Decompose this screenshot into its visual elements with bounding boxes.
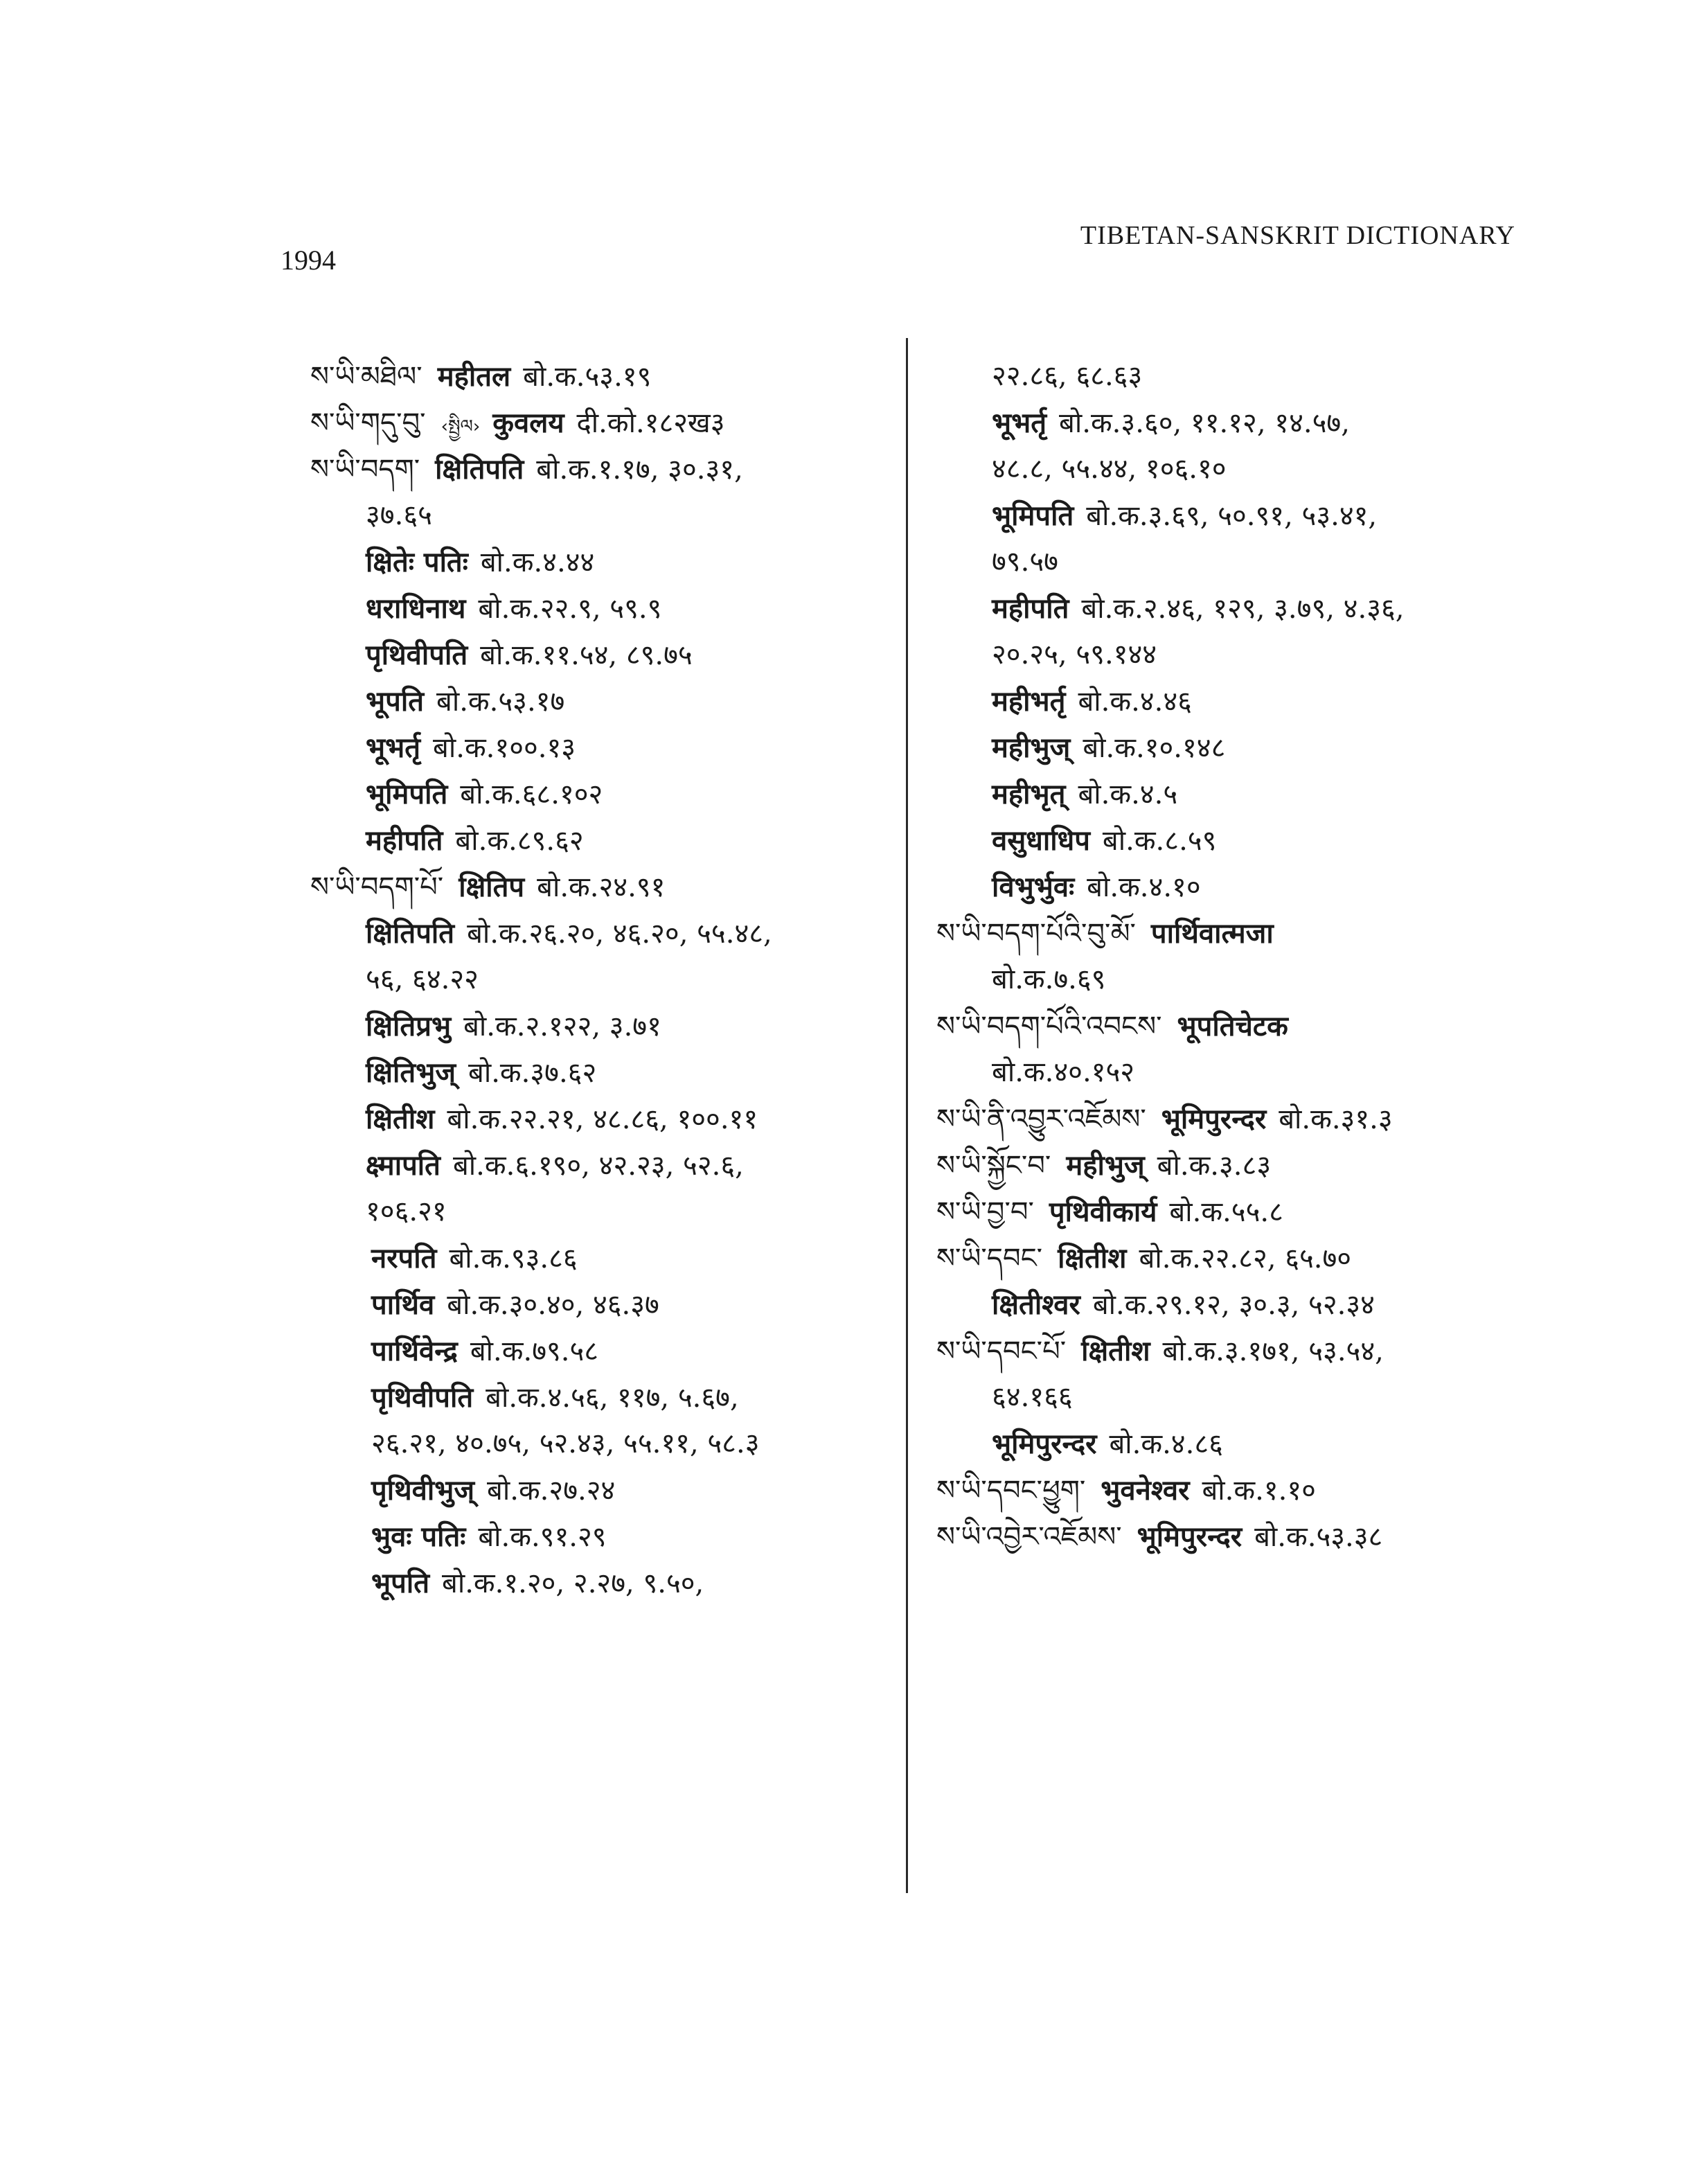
- sanskrit-equivalent: वसुधाधिप: [992, 824, 1090, 857]
- tibetan-headword: ས་ཡི་བདག་པོ་: [310, 871, 444, 903]
- page-number: 1994: [280, 245, 336, 276]
- source-reference: ५६, ६४.२२: [366, 964, 479, 995]
- sanskrit-equivalent: क्षितिपति: [435, 453, 524, 486]
- sanskrit-equivalent: भूपति: [371, 1567, 429, 1599]
- tibetan-headword: ས་ཡི་སྐྱོང་བ་: [936, 1150, 1051, 1182]
- source-reference: बो.क.४.४६: [1078, 686, 1192, 718]
- source-reference: बो.क.२२.९, ५९.९: [478, 593, 662, 625]
- dictionary-entry-line: [310, 585, 906, 632]
- sanskrit-equivalent: महीतल: [437, 360, 511, 393]
- dictionary-entry-line: [936, 817, 1560, 864]
- left-column: [310, 353, 906, 1606]
- source-reference: बो.क.४.१०: [1087, 871, 1201, 903]
- dictionary-entry-line: [936, 353, 1560, 400]
- sanskrit-equivalent: पार्थिवेन्द्र: [371, 1335, 458, 1367]
- dictionary-entry-line: [310, 1421, 906, 1467]
- dictionary-entry-line: [936, 957, 1560, 1003]
- dictionary-entry-line: [310, 678, 906, 725]
- sanskrit-equivalent: विभुर्भुवः: [992, 871, 1075, 903]
- source-reference: २२.८६, ६८.६३: [992, 360, 1143, 392]
- dictionary-entry-line: [936, 1189, 1560, 1235]
- sanskrit-equivalent: महीपति: [992, 592, 1069, 625]
- sanskrit-equivalent: क्षितिप्रभु: [366, 1010, 452, 1042]
- sanskrit-equivalent: क्षितिभुज्: [366, 1056, 456, 1089]
- dictionary-entry-line: [936, 539, 1560, 585]
- source-reference: बो.क.५३.१७: [436, 686, 565, 718]
- source-reference: बो.क.३.६९, ५०.९१, ५३.४१,: [1086, 500, 1378, 532]
- dictionary-entry-line: [310, 446, 906, 492]
- source-reference: दी.को.१८२ख३: [576, 407, 725, 439]
- dictionary-entry-line: [310, 910, 906, 957]
- grammar-note: ‹སྤྱིལ›: [440, 416, 481, 437]
- dictionary-entry-line: [310, 1235, 906, 1281]
- source-reference: बो.क.५३.३८: [1254, 1521, 1383, 1553]
- dictionary-entry-line: [310, 539, 906, 585]
- source-reference: ३७.६५: [366, 499, 432, 531]
- dictionary-entry-line: [936, 1513, 1560, 1560]
- source-reference: बो.क.२.१२२, ३.७१: [463, 1011, 661, 1042]
- tibetan-headword: ས་ཡི་དབང་: [936, 1243, 1043, 1275]
- source-reference: बो.क.७.६९: [992, 964, 1106, 995]
- sanskrit-equivalent: भुवनेश्वर: [1101, 1474, 1190, 1507]
- dictionary-entry-line: [936, 1003, 1560, 1049]
- source-reference: बो.क.११.५४, ८९.७५: [480, 639, 693, 671]
- source-reference: बो.क.१.२०, २.२७, ९.५०,: [442, 1568, 704, 1599]
- sanskrit-equivalent: पार्थिव: [371, 1288, 435, 1321]
- source-reference: बो.क.२२.८२, ६५.७०: [1139, 1243, 1352, 1275]
- sanskrit-equivalent: महीभर्तृ: [992, 685, 1066, 718]
- source-reference: बो.क.९१.२९: [478, 1521, 607, 1553]
- dictionary-entry-line: [310, 353, 906, 400]
- column-divider: [906, 338, 908, 1893]
- source-reference: बो.क.२७.२४: [487, 1475, 616, 1507]
- dictionary-entry-line: [310, 492, 906, 539]
- tibetan-headword: ས་ཡི་འབྱེར་འཇོམས་: [936, 1521, 1122, 1553]
- dictionary-entry-line: [936, 446, 1560, 492]
- source-reference: बो.क.२४.९१: [537, 871, 666, 903]
- source-reference: बो.क.२६.२०, ४६.२०, ५५.४८,: [467, 918, 772, 950]
- sanskrit-equivalent: भूभर्तृ: [992, 407, 1047, 439]
- dictionary-entry-line: [936, 1374, 1560, 1421]
- dictionary-entry-line: [310, 400, 906, 446]
- dictionary-entry-line: [936, 1049, 1560, 1096]
- sanskrit-equivalent: महीभुज्: [992, 731, 1071, 764]
- dictionary-entry-line: [310, 1328, 906, 1374]
- dictionary-entry-line: [310, 1049, 906, 1096]
- dictionary-entry-line: [310, 1281, 906, 1328]
- source-reference: बो.क.३७.६२: [468, 1057, 597, 1089]
- sanskrit-equivalent: क्षितीश्वर: [992, 1288, 1080, 1321]
- source-reference: बो.क.३०.४०, ४६.३७: [447, 1289, 659, 1321]
- source-reference: बो.क.४.८६: [1109, 1428, 1223, 1460]
- sanskrit-equivalent: क्षितीश: [1081, 1335, 1150, 1367]
- tibetan-headword: ས་ཡི་དབང་པོ་: [936, 1335, 1067, 1367]
- sanskrit-equivalent: पार्थिवात्मजा: [1150, 917, 1274, 950]
- source-reference: बो.क.७९.५८: [470, 1335, 599, 1367]
- dictionary-entry-line: [936, 1328, 1560, 1374]
- dictionary-entry-line: [310, 1513, 906, 1560]
- right-column: [936, 353, 1560, 1560]
- dictionary-entry-line: [936, 585, 1560, 632]
- source-reference: १०६.२१: [366, 1196, 447, 1227]
- tibetan-headword: ས་ཡི་བྱ་བ་: [936, 1196, 1034, 1228]
- tibetan-headword: ས་ཡི་གདུ་བུ་: [310, 407, 426, 439]
- source-reference: बो.क.३.६०, ११.१२, १४.५७,: [1059, 407, 1350, 439]
- sanskrit-equivalent: क्षितीश: [366, 1103, 435, 1135]
- source-reference: २०.२५, ५९.१४४: [992, 639, 1157, 671]
- source-reference: बो.क.१००.१३: [433, 732, 576, 764]
- sanskrit-equivalent: पृथिवीकार्य: [1049, 1196, 1157, 1228]
- sanskrit-equivalent: नरपति: [371, 1242, 437, 1275]
- source-reference: बो.क.१.१७, ३०.३१,: [536, 454, 743, 486]
- source-reference: बो.क.६.१९०, ४२.२३, ५२.६,: [452, 1150, 744, 1182]
- sanskrit-equivalent: भुवः पतिः: [371, 1520, 466, 1553]
- dictionary-entry-line: [936, 678, 1560, 725]
- sanskrit-equivalent: क्षितिपति: [366, 917, 455, 950]
- tibetan-headword: ས་ཡི་བདག་པོའི་འབངས་: [936, 1011, 1162, 1042]
- dictionary-entry-line: [936, 910, 1560, 957]
- dictionary-entry-line: [310, 1374, 906, 1421]
- sanskrit-equivalent: भूमिपुरन्दर: [1161, 1103, 1267, 1135]
- source-reference: बो.क.४०.१५२: [992, 1056, 1135, 1088]
- dictionary-entry-line: [310, 1096, 906, 1142]
- dictionary-entry-line: [936, 492, 1560, 539]
- source-reference: बो.क.९३.८६: [449, 1243, 578, 1275]
- dictionary-entry-line: [310, 957, 906, 1003]
- source-reference: बो.क.८.५९: [1102, 825, 1217, 857]
- source-reference: बो.क.२२.२१, ४८.८६, १००.११: [447, 1103, 758, 1135]
- sanskrit-equivalent: क्षितीश: [1058, 1242, 1127, 1275]
- source-reference: बो.क.२.४६, १२९, ३.७९, ४.३६,: [1081, 593, 1405, 625]
- sanskrit-equivalent: पृथिवीपति: [366, 639, 468, 671]
- source-reference: बो.क.४.५६, ११७, ५.६७,: [486, 1382, 739, 1414]
- sanskrit-equivalent: भूमिपति: [992, 499, 1074, 532]
- source-reference: बो.क.५५.८: [1169, 1196, 1283, 1228]
- dictionary-entry-line: [310, 1142, 906, 1189]
- dictionary-entry-line: [310, 1189, 906, 1235]
- sanskrit-equivalent: कुवलय: [492, 407, 564, 439]
- dictionary-entry-line: [936, 725, 1560, 771]
- sanskrit-equivalent: महीभुज्: [1066, 1149, 1145, 1182]
- sanskrit-equivalent: भूमिपति: [366, 778, 448, 810]
- source-reference: बो.क.४.५: [1078, 779, 1178, 810]
- sanskrit-equivalent: भूपतिचेटक: [1177, 1010, 1288, 1042]
- source-reference: ६४.१६६: [992, 1381, 1073, 1413]
- source-reference: बो.क.३.८३: [1157, 1150, 1272, 1182]
- sanskrit-equivalent: पृथिवीभुज्: [371, 1474, 475, 1507]
- dictionary-entry-line: [936, 1281, 1560, 1328]
- sanskrit-equivalent: क्षितेः पतिः: [366, 546, 468, 578]
- running-head: TIBETAN-SANSKRIT DICTIONARY: [1080, 221, 1515, 250]
- sanskrit-equivalent: भूमिपुरन्दर: [1137, 1520, 1243, 1553]
- sanskrit-equivalent: पृथिवीपति: [371, 1381, 474, 1414]
- source-reference: ७९.५७: [992, 546, 1058, 578]
- source-reference: बो.क.१०.१४८: [1083, 732, 1226, 764]
- source-reference: बो.क.१.१०: [1202, 1475, 1316, 1507]
- source-reference: बो.क.४.४४: [480, 547, 595, 578]
- tibetan-headword: ས་ཡི་བདག་པོའི་བུ་མོ་: [936, 918, 1136, 950]
- dictionary-entry-line: [310, 1560, 906, 1606]
- source-reference: बो.क.६८.१०२: [460, 779, 603, 810]
- sanskrit-equivalent: भूपति: [366, 685, 424, 718]
- dictionary-entry-line: [936, 864, 1560, 910]
- source-reference: २६.२१, ४०.७५, ५२.४३, ५५.११, ५८.३: [371, 1428, 760, 1459]
- dictionary-entry-line: [936, 1421, 1560, 1467]
- sanskrit-equivalent: धराधिनाथ: [366, 592, 466, 625]
- tibetan-headword: ས་ཡི་མཐིལ་: [310, 361, 422, 393]
- tibetan-headword: ས་ཡི་ནི་འབྱུར་འཇོམས་: [936, 1103, 1146, 1135]
- dictionary-entry-line: [310, 817, 906, 864]
- source-reference: बो.क.२९.१२, ३०.३, ५२.३४: [1092, 1289, 1375, 1321]
- dictionary-entry-line: [310, 1003, 906, 1049]
- dictionary-entry-line: [936, 1467, 1560, 1513]
- dictionary-entry-line: [936, 1142, 1560, 1189]
- dictionary-entry-line: [310, 771, 906, 817]
- sanskrit-equivalent: महीपति: [366, 824, 443, 857]
- sanskrit-equivalent: क्ष्मापति: [366, 1149, 440, 1182]
- dictionary-entry-line: [936, 632, 1560, 678]
- source-reference: बो.क.३१.३: [1279, 1103, 1393, 1135]
- sanskrit-equivalent: महीभृत्: [992, 778, 1066, 810]
- dictionary-entry-line: [936, 400, 1560, 446]
- source-reference: बो.क.३.१७१, ५३.५४,: [1162, 1335, 1384, 1367]
- dictionary-entry-line: [936, 771, 1560, 817]
- sanskrit-equivalent: भूमिपुरन्दर: [992, 1428, 1097, 1460]
- dictionary-entry-line: [936, 1096, 1560, 1142]
- dictionary-entry-line: [310, 1467, 906, 1513]
- dictionary-entry-line: [310, 864, 906, 910]
- sanskrit-equivalent: क्षितिप: [458, 871, 525, 903]
- source-reference: ४८.८, ५५.४४, १०६.१०: [992, 453, 1227, 485]
- dictionary-entry-line: [936, 1235, 1560, 1281]
- tibetan-headword: ས་ཡི་བདག་: [310, 454, 420, 486]
- source-reference: बो.क.५३.१९: [523, 361, 652, 393]
- sanskrit-equivalent: भूभर्तृ: [366, 731, 421, 764]
- dictionary-entry-line: [310, 725, 906, 771]
- tibetan-headword: ས་ཡི་དབང་ཕྱུག་: [936, 1475, 1086, 1507]
- dictionary-entry-line: [310, 632, 906, 678]
- source-reference: बो.क.८९.६२: [455, 825, 584, 857]
